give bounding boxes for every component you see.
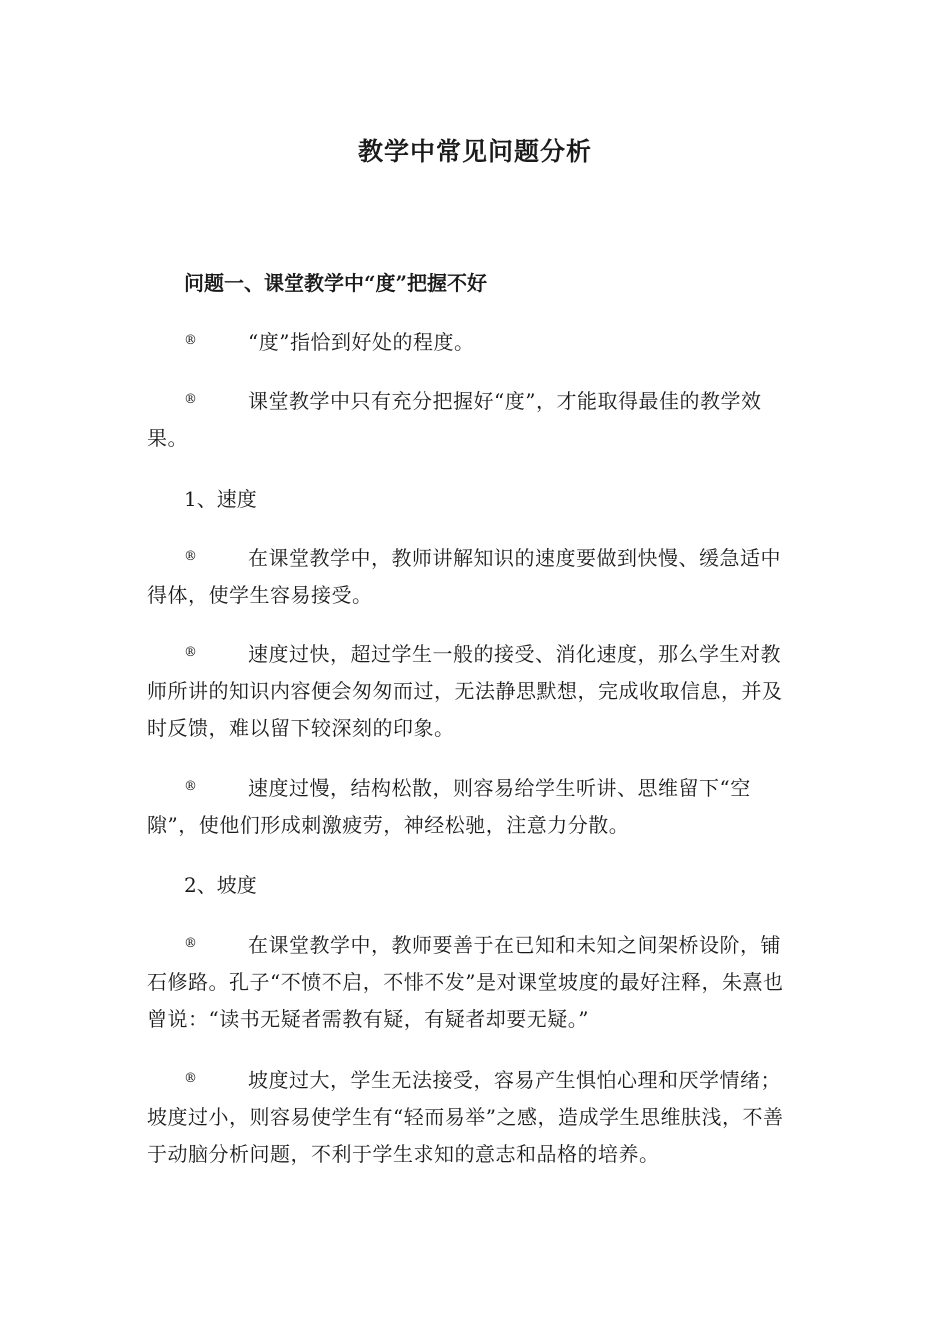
bullet-paragraph-7 [147, 1062, 797, 1173]
bullet-paragraph-6 [147, 927, 797, 1038]
bullet-mark: ® [184, 333, 198, 348]
bullet-paragraph-1 [147, 324, 797, 361]
bullet-paragraph-5 [147, 770, 797, 844]
section-heading: 问题一、课堂教学中“度”把握不好 [184, 271, 488, 295]
bullet-mark: ® [184, 549, 198, 564]
bullet-mark: ® [184, 392, 198, 407]
subheading-speed: 1、速度 [184, 487, 257, 511]
paragraph-text: 坡度过大，学生无法接受，容易产生惧怕心理和厌学情绪；坡度过小，则容易使学生有“轻而易举”之感，造成学生思维肤浅，不善于动脑分析问题，不利于学生求知的意志和品格的培养。 [147, 1068, 784, 1166]
paragraph-text: “度”指恰到好处的程度。 [248, 330, 475, 354]
paragraph-text: 速度过慢，结构松散，则容易给学生听讲、思维留下“空隙”，使他们形成刺激疲劳，神经松驰，注意力分散。 [147, 776, 751, 837]
bullet-mark: ® [184, 645, 198, 660]
paragraph-text: 速度过快，超过学生一般的接受、消化速度，那么学生对教师所讲的知识内容便会匆匆而过，无法静思默想，完成收取信息，并及时反馈，难以留下较深刻的印象。 [147, 642, 783, 740]
bullet-paragraph-3 [147, 540, 797, 614]
subheading-slope: 2、坡度 [184, 873, 257, 897]
bullet-mark: ® [184, 1071, 198, 1086]
bullet-mark: ® [184, 779, 198, 794]
paragraph-text: 课堂教学中只有充分把握好“度”，才能取得最佳的教学效果。 [147, 389, 762, 450]
bullet-paragraph-4 [147, 636, 797, 747]
bullet-paragraph-2 [147, 383, 797, 457]
bullet-mark: ® [184, 936, 198, 951]
paragraph-text: 在课堂教学中，教师讲解知识的速度要做到快慢、缓急适中得体，使学生容易接受。 [147, 546, 781, 607]
paragraph-text: 在课堂教学中，教师要善于在已知和未知之间架桥设阶，铺石修路。孔子“不愤不启，不悱不发”是对课堂坡度的最好注释，朱熹也曾说：“读书无疑者需教有疑，有疑者却要无疑。” [147, 933, 784, 1031]
page-title: 教学中常见问题分析 [357, 137, 592, 166]
